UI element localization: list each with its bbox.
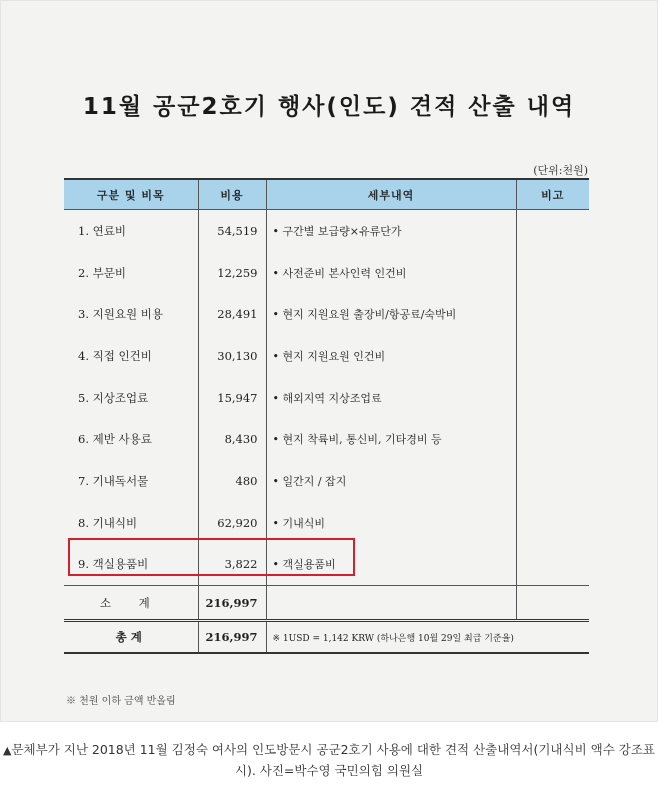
row-detail: • 현지 지원요원 인건비 — [266, 335, 516, 377]
header-category: 구분 및 비목 — [64, 179, 198, 210]
estimate-table — [64, 178, 589, 654]
table-row — [64, 210, 589, 252]
footnote: ※ 천원 이하 금액 반올림 — [66, 696, 176, 707]
table-row — [64, 335, 589, 377]
subtotal-remarks — [516, 586, 589, 621]
header-detail: 세부내역 — [266, 179, 516, 210]
total-row — [64, 621, 589, 654]
row-item: 7. 기내독서물 — [64, 460, 198, 502]
subtotal-label: 소 계 — [64, 586, 198, 621]
row-remarks — [516, 335, 589, 377]
row-detail: • 일간지 / 잡지 — [266, 460, 516, 502]
header-remarks: 비고 — [516, 179, 589, 210]
row-cost: 3,822 — [198, 544, 266, 586]
row-cost: 30,130 — [198, 335, 266, 377]
row-cost: 28,491 — [198, 293, 266, 335]
row-item: 2. 부문비 — [64, 252, 198, 294]
row-cost: 12,259 — [198, 252, 266, 294]
row-item: 5. 지상조업료 — [64, 377, 198, 419]
row-remarks — [516, 210, 589, 252]
row-item: 9. 객실용품비 — [64, 544, 198, 586]
row-remarks — [516, 502, 589, 544]
row-item: 3. 지원요원 비용 — [64, 293, 198, 335]
table-row — [64, 252, 589, 294]
table-row — [64, 418, 589, 460]
row-detail: • 현지 착륙비, 통신비, 기타경비 등 — [266, 418, 516, 460]
row-item: 4. 직접 인건비 — [64, 335, 198, 377]
row-remarks — [516, 418, 589, 460]
row-remarks — [516, 544, 589, 586]
row-remarks — [516, 377, 589, 419]
unit-label: (단위:천원) — [533, 164, 588, 177]
row-detail: • 현지 지원요원 출장비/항공료/숙박비 — [266, 293, 516, 335]
row-detail: • 객실용품비 — [266, 544, 516, 586]
total-cost: 216,997 — [198, 621, 266, 654]
row-detail: • 기내식비 — [266, 502, 516, 544]
table-header-row — [64, 179, 589, 210]
caption-marker-icon: ▲ — [3, 744, 12, 757]
row-cost: 15,947 — [198, 377, 266, 419]
row-remarks — [516, 252, 589, 294]
table-row — [64, 293, 589, 335]
document-title: 11월 공군2호기 행사(인도) 견적 산출 내역 — [82, 94, 576, 120]
row-detail: • 사전준비 본사인력 인건비 — [266, 252, 516, 294]
row-cost: 8,430 — [198, 418, 266, 460]
row-item: 6. 제반 사용료 — [64, 418, 198, 460]
row-cost: 54,519 — [198, 210, 266, 252]
row-cost: 62,920 — [198, 502, 266, 544]
total-detail: ※ 1USD = 1,142 KRW (하나은행 10월 29일 최급 기준율) — [266, 621, 589, 654]
highlight-box — [68, 538, 355, 576]
row-cost: 480 — [198, 460, 266, 502]
row-remarks — [516, 460, 589, 502]
row-item: 8. 기내식비 — [64, 502, 198, 544]
row-detail: • 해외지역 지상조업료 — [266, 377, 516, 419]
caption-text: 문체부가 지난 2018년 11월 김정숙 여사의 인도방문시 공군2호기 사용에 대한 견적 산출내역서(기내식비 액수 강조표시). 사진=박수영 국민의힘 의원실 — [11, 742, 655, 778]
header-cost: 비용 — [198, 179, 266, 210]
subtotal-cost: 216,997 — [198, 586, 266, 621]
row-detail: • 구간별 보급량×유류단가 — [266, 210, 516, 252]
photo-caption — [0, 740, 658, 781]
subtotal-row — [64, 586, 589, 621]
total-label: 총계 — [64, 621, 198, 654]
table-row — [64, 377, 589, 419]
row-remarks — [516, 293, 589, 335]
table-row — [64, 460, 589, 502]
subtotal-detail — [266, 586, 516, 621]
row-item: 1. 연료비 — [64, 210, 198, 252]
